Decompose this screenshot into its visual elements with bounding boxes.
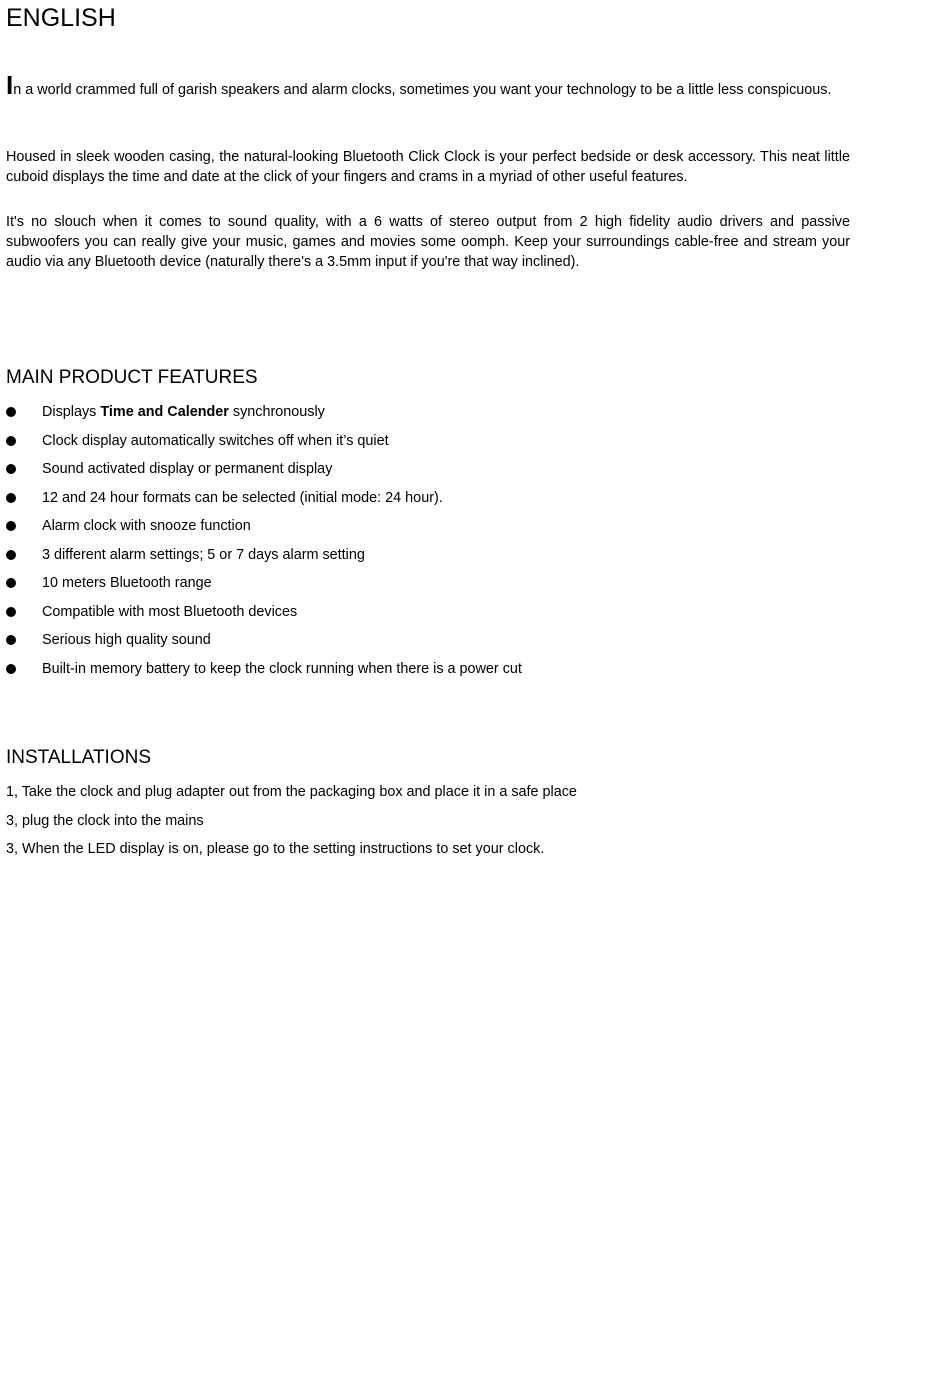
- installation-steps: [6, 782, 577, 868]
- feature-text-tail: synchronously: [228, 404, 325, 420]
- installation-step: 3, When the LED display is on, please go to the setting instructions to set your clock.: [6, 841, 545, 857]
- bullet-icon: [6, 407, 16, 417]
- bullet-icon: [6, 550, 16, 560]
- feature-item: [6, 659, 850, 688]
- feature-item: [6, 573, 850, 602]
- features-heading: MAIN PRODUCT FEATURES: [6, 367, 258, 388]
- feature-item: [6, 516, 850, 545]
- feature-text-lead: Displays: [42, 404, 101, 420]
- feature-text: Clock display automatically switches off when it’s quiet: [42, 432, 389, 449]
- bullet-icon: [6, 635, 16, 645]
- bullet-icon: [6, 607, 16, 617]
- feature-item: [6, 459, 850, 488]
- installation-step: 3, plug the clock into the mains: [6, 812, 204, 829]
- feature-item: [6, 488, 850, 517]
- installation-step: 1, Take the clock and plug adapter out from the packaging box and place it in a safe place: [6, 784, 577, 800]
- feature-item: [6, 630, 850, 659]
- feature-text: 10 meters Bluetooth range: [42, 575, 212, 591]
- feature-text: [42, 402, 325, 422]
- installations-heading: INSTALLATIONS: [6, 747, 151, 768]
- feature-item: [6, 431, 850, 460]
- feature-text-bold: Time and Calender: [100, 404, 229, 420]
- drop-cap: I: [6, 70, 14, 100]
- language-heading: ENGLISH: [6, 4, 116, 32]
- feature-text: Sound activated display or permanent display: [42, 461, 333, 477]
- sound-quality-paragraph: It's no slouch when it comes to sound quality, with a 6 watts of stereo output from 2 high fidelity audio drivers and passive subwoofers you can really give your music, games and movies some oomph. Keep your surroundings cable-free and stream your audio via any Bluetooth device (naturally there's a 3.5mm input if you're that way inclined).: [6, 214, 850, 270]
- bullet-icon: [6, 521, 16, 531]
- intro-paragraph: [6, 70, 850, 101]
- bullet-icon: [6, 664, 16, 674]
- bullet-icon: [6, 436, 16, 446]
- bullet-icon: [6, 493, 16, 503]
- feature-item: [6, 545, 850, 574]
- feature-item: [6, 602, 850, 631]
- feature-text: Built-in memory battery to keep the clock running when there is a power cut: [42, 660, 522, 677]
- feature-text: Compatible with most Bluetooth devices: [42, 603, 298, 620]
- bullet-icon: [6, 464, 16, 474]
- feature-text: 3 different alarm settings; 5 or 7 days alarm setting: [42, 546, 365, 563]
- description-paragraph: Housed in sleek wooden casing, the natural-looking Bluetooth Click Clock is your perfect bedside or desk accessory. This neat little cuboid displays the time and date at the click of your fingers and crams in a myriad of other useful features.: [6, 149, 850, 185]
- intro-text: n a world crammed full of garish speakers and alarm clocks, sometimes you want your technology to be a little less conspicuous.: [13, 82, 832, 98]
- feature-item: [6, 402, 850, 431]
- features-list: [6, 402, 850, 687]
- feature-text: 12 and 24 hour formats can be selected (initial mode: 24 hour).: [42, 489, 443, 506]
- feature-text: Serious high quality sound: [42, 632, 211, 648]
- feature-text: Alarm clock with snooze function: [42, 518, 251, 534]
- bullet-icon: [6, 578, 16, 588]
